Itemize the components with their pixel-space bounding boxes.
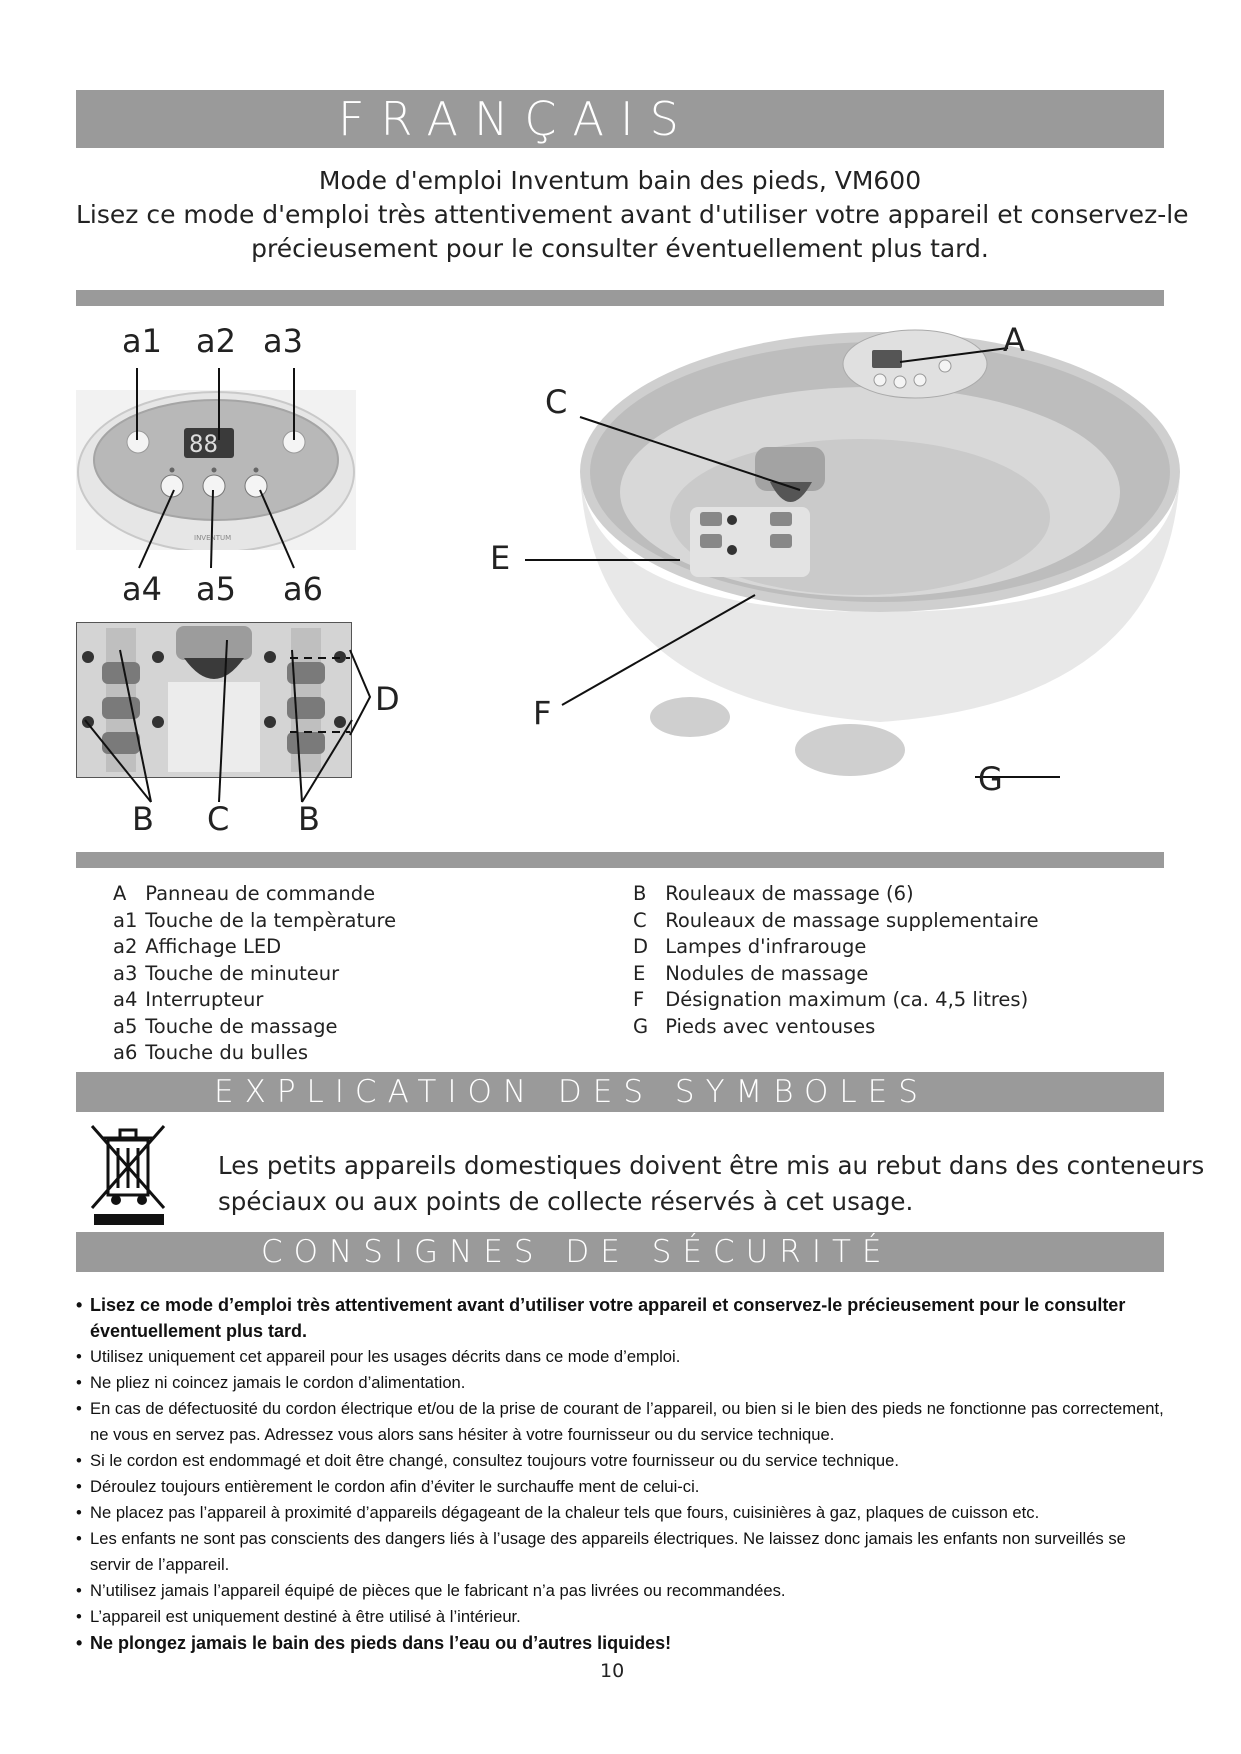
intro-line-2: Lisez ce mode d'emploi très attentivement avant d'utiliser votre appareil et conservez-le	[76, 200, 1189, 229]
legend-item: G Pieds avec ventouses	[633, 1014, 876, 1038]
safety-item: • N’utilisez jamais l’appareil équipé de pièces que le fabricant n’a pas livrées ou recommandées.	[76, 1578, 1166, 1604]
label-a1: a1	[122, 322, 162, 360]
safety-bar	[76, 1232, 1164, 1272]
symbols-text	[218, 1148, 1204, 1220]
safety-title: CONSIGNES DE SÉCURITÉ	[261, 1234, 893, 1270]
safety-item: • Si le cordon est endommagé et doit être changé, consultez toujours votre fournisseur ou du service technique.	[76, 1448, 1166, 1474]
legend-right	[633, 881, 1039, 1040]
label-a6: a6	[283, 570, 323, 608]
legend-item: a2 Affichage LED	[113, 935, 282, 958]
label-C-roller: C	[207, 800, 230, 838]
intro-line-1: Mode d'emploi Inventum bain des pieds, VM600	[318, 166, 922, 195]
safety-item: • Utilisez uniquement cet appareil pour les usages décrits dans ce mode d’emploi.	[76, 1344, 1166, 1370]
label-B-right: B	[298, 800, 320, 838]
legend-item: B Rouleaux de massage (6)	[633, 882, 914, 905]
legend-item: a1 Touche de la tempèrature	[113, 908, 397, 932]
label-a2: a2	[196, 322, 236, 360]
symbols-line-1: Les petits appareils domestiques doivent être mis au rebut dans des conteneurs	[218, 1151, 1205, 1180]
svg-text:88: 88	[189, 430, 218, 458]
symbols-title: EXPLICATION DES SYMBOLES	[214, 1074, 929, 1110]
legend-item: F Désignation maximum (ca. 4,5 litres)	[633, 988, 1029, 1011]
safety-item: • Ne plongez jamais le bain des pieds dans l’eau ou d’autres liquides!	[76, 1630, 1166, 1656]
safety-item: • Lisez ce mode d’emploi très attentivement avant d’utiliser votre appareil et conservez-le précieusement pour le consulter éventuellement plus tard.	[76, 1292, 1166, 1344]
legend-item: D Lampes d'infrarouge	[633, 935, 867, 958]
label-a5: a5	[196, 570, 236, 608]
safety-item: • L’appareil est uniquement destiné à être utilisé à l’intérieur.	[76, 1604, 1166, 1630]
legend-item: C Rouleaux de massage supplementaire	[633, 908, 1039, 932]
label-A: A	[1003, 321, 1025, 359]
safety-item: • Déroulez toujours entièrement le cordon afin d’éviter le surchauffe ment de celui-ci.	[76, 1474, 1166, 1500]
symbols-line-2: spéciaux ou aux points de collecte réservés à cet usage.	[218, 1187, 914, 1216]
label-C-main: C	[545, 383, 568, 421]
safety-item: • Ne placez pas l’appareil à proximité d’appareils dégageant de la chaleur tels que fours, cuisinières à gaz, plaques de cuisson etc.	[76, 1500, 1166, 1526]
label-B-left: B	[132, 800, 154, 838]
label-G: G	[978, 760, 1003, 798]
page-title: FRANÇAIS	[338, 92, 695, 146]
symbols-bar	[76, 1072, 1164, 1112]
legend-item: a3 Touche de minuteur	[113, 961, 340, 985]
label-a4: a4	[122, 570, 162, 608]
label-a3: a3	[263, 322, 303, 360]
safety-item: • Les enfants ne sont pas conscients des dangers liés à l’usage des appareils électriques. Ne laissez donc jamais les enfants non surveillés se servir de l’appareil.	[76, 1526, 1166, 1578]
legend-item: a5 Touche de massage	[113, 1014, 338, 1038]
legend-item: E Nodules de massage	[633, 961, 869, 985]
divider-legend	[76, 852, 1164, 868]
safety-item: • En cas de défectuosité du cordon électrique et/ou de la prise de courant de l’appareil, ou bien si le bien des pieds ne fonctionne pas correctement, ne vous en servez pas. Adressez vous alors sans hésiter à votre fournisseur ou du service technique.	[76, 1396, 1166, 1448]
legend-item: a6 Touche du bulles	[113, 1041, 309, 1064]
label-F: F	[533, 694, 552, 732]
legend-item: A Panneau de commande	[113, 882, 376, 905]
safety-item: • Ne pliez ni coincez jamais le cordon d’alimentation.	[76, 1370, 1166, 1396]
safety-list	[76, 1292, 1166, 1656]
legend-item: a4 Interrupteur	[113, 988, 264, 1011]
intro-line-3: précieusement pour le consulter éventuellement plus tard.	[251, 234, 989, 263]
label-D: D	[375, 680, 400, 718]
page-number: 10	[600, 1660, 625, 1682]
label-E: E	[490, 539, 511, 577]
legend-left	[113, 881, 396, 1067]
weee-bin-icon	[88, 1120, 168, 1225]
panel-brand: INVENTUM	[194, 534, 232, 542]
